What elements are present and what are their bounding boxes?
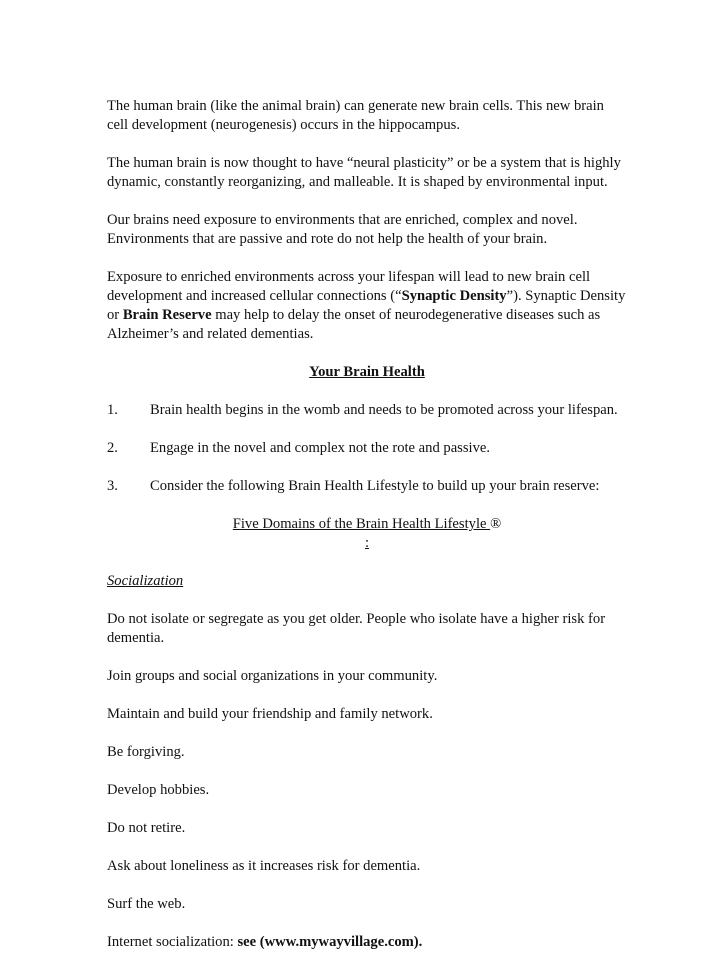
socialization-item: Join groups and social organizations in your community. bbox=[107, 668, 438, 684]
list-number: 3. bbox=[107, 478, 118, 494]
list-item bbox=[107, 477, 627, 496]
socialization-item: Maintain and build your friendship and family network. bbox=[107, 706, 433, 722]
exposure-text-3: may help to delay the onset of neurodegenerative diseases such as Alzheimer’s and related dementias. bbox=[107, 307, 601, 342]
heading-your-brain-health bbox=[107, 363, 627, 382]
exposure-text-2: ”). Synaptic Density or bbox=[107, 288, 626, 323]
socialization-item: Be forgiving. bbox=[107, 744, 185, 760]
registered-mark: ® bbox=[490, 516, 502, 532]
paragraph-environments: Our brains need exposure to environments that are enriched, complex and novel. Environments that are passive and rote do not help the health of your brain. bbox=[107, 212, 578, 247]
list-text: Brain health begins in the womb and needs to be promoted across your lifespan. bbox=[150, 402, 618, 418]
paragraph-exposure bbox=[107, 268, 627, 344]
internet-link[interactable]: see (www.mywayvillage.com). bbox=[237, 934, 423, 950]
list-item bbox=[107, 401, 627, 420]
exposure-text-1: Exposure to enriched environments across your lifespan will lead to new brain cell development and increased cellular connections (“ bbox=[107, 269, 591, 304]
document-content bbox=[107, 97, 627, 971]
list-number: 2. bbox=[107, 440, 118, 456]
paragraph-neurogenesis: The human brain (like the animal brain) can generate new brain cells. This new brain cell development (neurogenesis) occurs in the hippocampus. bbox=[107, 98, 604, 133]
socialization-item: Ask about loneliness as it increases risk for dementia. bbox=[107, 858, 421, 874]
section-title-socialization: Socialization bbox=[107, 573, 184, 589]
domains-colon: : bbox=[364, 535, 370, 551]
list-text: Consider the following Brain Health Lifestyle to build up your brain reserve: bbox=[150, 478, 600, 494]
domains-title: Five Domains of the Brain Health Lifestyle bbox=[232, 516, 491, 532]
internet-label: Internet socialization: bbox=[107, 934, 238, 950]
list-text: Engage in the novel and complex not the rote and passive. bbox=[150, 440, 491, 456]
domains-heading bbox=[107, 515, 627, 553]
list-item bbox=[107, 439, 627, 458]
socialization-item: Surf the web. bbox=[107, 896, 186, 912]
socialization-item: Do not isolate or segregate as you get older. People who isolate have a higher risk for dementia. bbox=[107, 611, 606, 646]
internet-socialization bbox=[107, 933, 627, 952]
paragraph-neural-plasticity: The human brain is now thought to have “neural plasticity” or be a system that is highly dynamic, constantly reorganizing, and malleable. It is shaped by environmental input. bbox=[107, 155, 621, 190]
heading-text: Your Brain Health bbox=[309, 364, 425, 380]
socialization-item: Do not retire. bbox=[107, 820, 186, 836]
list-number: 1. bbox=[107, 402, 118, 418]
term-brain-reserve: Brain Reserve bbox=[122, 307, 212, 323]
term-synaptic-density: Synaptic Density bbox=[401, 288, 507, 304]
socialization-item: Develop hobbies. bbox=[107, 782, 210, 798]
